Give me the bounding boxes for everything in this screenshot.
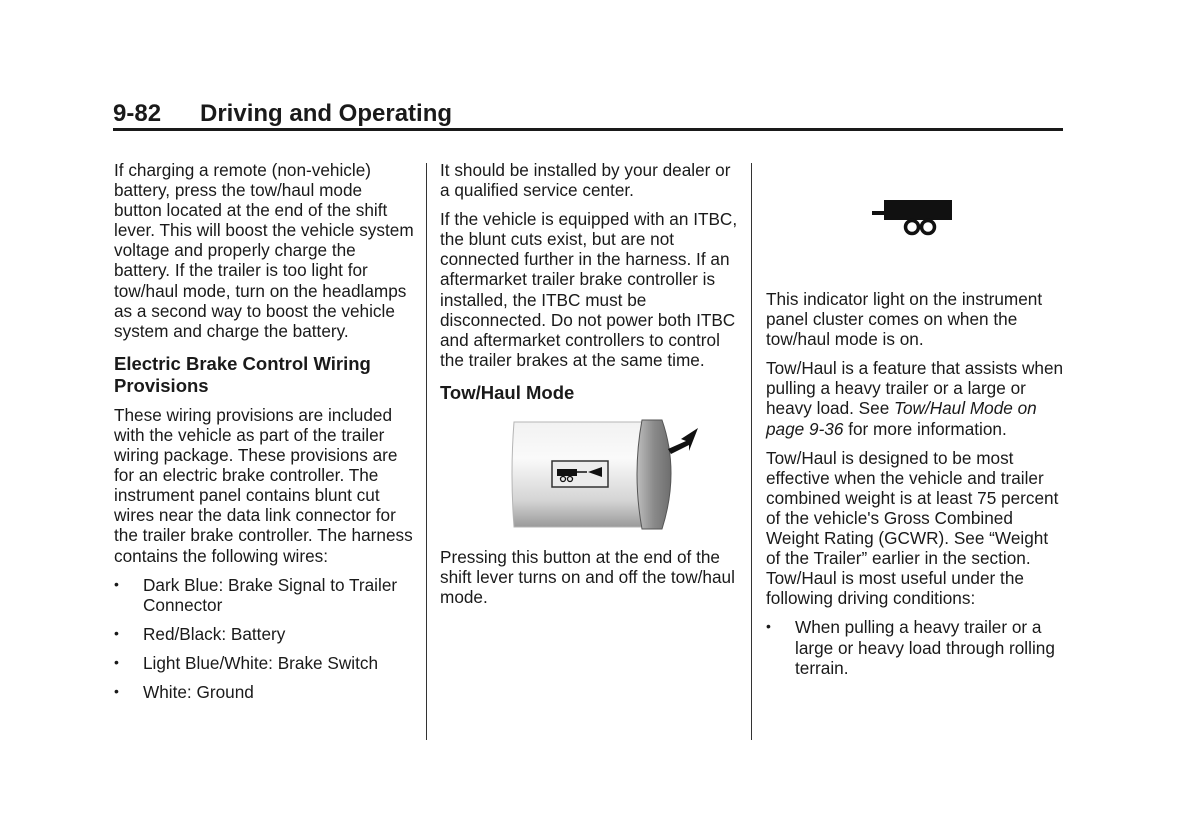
tow-haul-indicator-icon (872, 198, 954, 240)
conditions-list (766, 617, 1066, 677)
list-item (766, 617, 1066, 677)
column-1 (114, 160, 414, 711)
list-item-text: Light Blue/White: Brake Switch (143, 652, 379, 673)
section-heading: Tow/Haul Mode (440, 381, 575, 403)
header-rule (113, 128, 1063, 131)
bullet-icon: • (114, 682, 119, 699)
list-item-text: Red/Black: Battery (143, 623, 286, 644)
wire-list (114, 575, 414, 702)
bullet-icon: • (114, 624, 119, 641)
cross-reference-link[interactable]: Tow/Haul Mode on page 9-36 (766, 398, 1037, 439)
column-divider (751, 163, 752, 740)
section-title: Driving and Operating (200, 100, 453, 127)
page-number: 9-82 (113, 100, 162, 127)
list-item-text: When pulling a heavy trailer or a large or heavy load through rolling terrain. (795, 617, 1055, 678)
list-item (114, 653, 414, 673)
intro-paragraph: If charging a remote (non-vehicle) battery, press the tow/haul mode button located at the end of the shift lever. This will boost the vehicle system voltage and properly charge the battery. If the trailer is too light for tow/haul mode, turn on the headlamps as a second way to boost the vehicle system and charge the battery. (114, 160, 414, 341)
list-item (114, 624, 414, 644)
arrow-icon (668, 428, 698, 454)
list-item-text: White: Ground (143, 681, 254, 702)
column-2 (440, 160, 740, 616)
figure-caption: Pressing this button at the end of the shift lever turns on and off the tow/haul mode. (440, 546, 735, 608)
column-divider (426, 163, 427, 740)
bullet-icon: • (114, 575, 119, 592)
paragraph: Tow/Haul is a feature that assists when pulling a heavy trailer or a large or heavy load. See Tow/Haul Mode on page 9-36 for more information. (766, 358, 1064, 439)
column-3 (766, 289, 1066, 687)
bullet-icon: • (766, 618, 771, 635)
bullet-icon: • (114, 653, 119, 670)
paragraph: It should be installed by your dealer or a qualified service center. (440, 160, 731, 201)
shift-lever-illustration (464, 412, 734, 537)
paragraph: If the vehicle is equipped with an ITBC, the blunt cuts exist, but are not connected further in the harness. If an aftermarket trailer brake controller is installed, the ITBC must be disconnected. Do not power both ITBC and aftermarket controllers to control the trailer brakes at the same time. (440, 209, 738, 370)
paragraph: This indicator light on the instrument panel cluster comes on when the tow/haul mode is on. (766, 289, 1043, 350)
list-item-text: Dark Blue: Brake Signal to Trailer Connector (143, 574, 398, 615)
list-item (114, 575, 414, 615)
section-heading: Electric Brake Control Wiring Provisions (114, 352, 371, 396)
paragraph: Tow/Haul is designed to be most effective when the vehicle and trailer combined weight is at least 75 percent of the vehicle's Gross Combined Weight Rating (GCWR). See “Weight of the Trailer” earlier in the section. Tow/Haul is most useful under the following driving conditions: (766, 447, 1059, 609)
body-paragraph: These wiring provisions are included with the vehicle as part of the trailer wiring package. These provisions are for an electric brake controller. The instrument panel contains blunt cut wires near the data link connector for the trailer brake controller. The harness contains the following wires: (114, 404, 413, 566)
page-header (113, 100, 1063, 130)
list-item (114, 682, 414, 702)
